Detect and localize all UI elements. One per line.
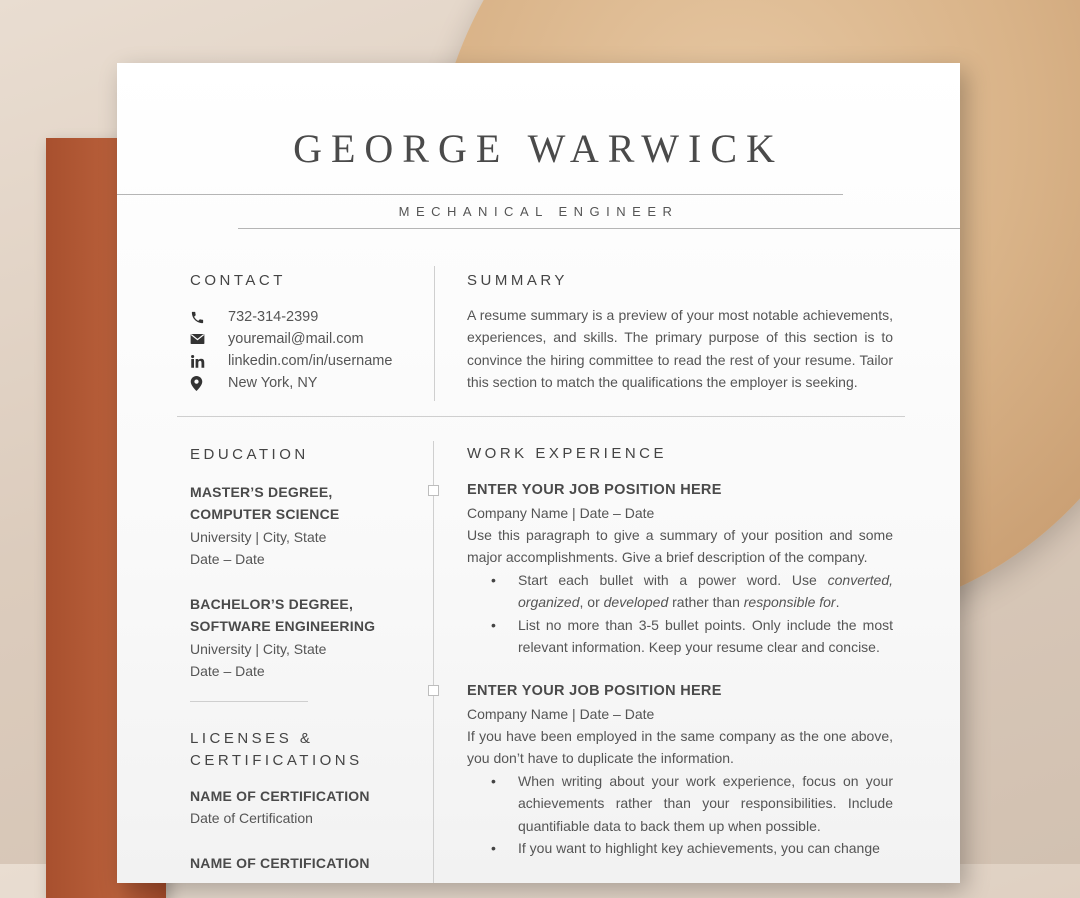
degree-field: SOFTWARE ENGINEERING <box>190 618 376 635</box>
timeline-line <box>433 441 434 883</box>
summary-heading: SUMMARY <box>467 272 568 289</box>
resume-name: GEORGE WARWICK <box>293 126 784 171</box>
contact-location <box>190 373 317 393</box>
timeline-marker <box>428 685 439 696</box>
job-bullet: • When writing about your work experience, focus on your achievements rather than your responsibilities. Include quantifiable data to back them up when possible. <box>467 770 893 837</box>
work-experience-heading: WORK EXPERIENCE <box>467 445 668 462</box>
linkedin-icon <box>190 354 228 369</box>
degree-title: MASTER’S DEGREE, <box>190 484 333 500</box>
licenses-heading <box>190 728 363 772</box>
job-company: Company Name | Date – Date <box>467 505 655 521</box>
contact-phone-text: 732-314-2399 <box>228 309 319 325</box>
certification-date: Date of Certification <box>190 810 313 827</box>
licenses-heading-line2: CERTIFICATIONS <box>190 752 363 769</box>
degree-dates: Date – Date <box>190 550 265 567</box>
contact-email <box>190 329 364 349</box>
degree-school: University | City, State <box>190 528 327 545</box>
contact-heading: CONTACT <box>190 272 286 289</box>
education-item <box>190 481 420 570</box>
job-bullet: • Start each bullet with a power word. Use converted, organized, or developed rather than responsible for. <box>467 569 893 614</box>
job-summary: If you have been employed in the same company as the one above, you don’t have to duplicate the information. <box>467 728 893 767</box>
contact-summary-divider <box>434 266 435 401</box>
certification-name: NAME OF CERTIFICATION <box>190 788 370 804</box>
contact-email-text: youremail@mail.com <box>228 331 364 347</box>
summary-text: A resume summary is a preview of your most notable achievements, experiences, and skills. The primary purpose of this section is to convince the hiring committee to read the rest of your resume. Tailor this section to match the qualifications the employer is seeking. <box>467 307 893 390</box>
job-bullets <box>467 770 893 859</box>
education-heading: EDUCATION <box>190 446 309 463</box>
education-divider <box>190 701 308 702</box>
contact-linkedin <box>190 351 392 371</box>
degree-dates: Date – Date <box>190 662 265 679</box>
contact-phone <box>190 307 318 327</box>
section-divider <box>177 416 905 417</box>
job-summary: Use this paragraph to give a summary of your position and some major accomplishments. Give a brief description of the company. <box>467 527 893 566</box>
header-rule-bottom <box>238 228 960 229</box>
job-bullet: • List no more than 3-5 bullet points. Only include the most relevant information. Keep your resume clear and concise. <box>467 614 893 659</box>
phone-icon <box>190 310 228 325</box>
certification-item <box>190 785 420 830</box>
certification-name: NAME OF CERTIFICATION <box>190 855 370 871</box>
resume-job-title: MECHANICAL ENGINEER <box>398 204 679 219</box>
job-bullet: • If you want to highlight key achievements, you can change <box>467 837 893 859</box>
education-item <box>190 593 420 682</box>
degree-title: BACHELOR’S DEGREE, <box>190 596 354 612</box>
contact-location-text: New York, NY <box>228 375 318 391</box>
degree-field: COMPUTER SCIENCE <box>190 506 340 523</box>
header-rule-top <box>117 194 843 195</box>
resume-page <box>117 63 960 883</box>
map-pin-icon <box>190 376 228 391</box>
job-title: ENTER YOUR JOB POSITION HERE <box>467 482 722 498</box>
job-title: ENTER YOUR JOB POSITION HERE <box>467 683 722 699</box>
licenses-heading-line1: LICENSES & <box>190 730 314 747</box>
envelope-icon <box>190 333 228 345</box>
degree-school: University | City, State <box>190 640 327 657</box>
timeline-marker <box>428 485 439 496</box>
job-bullets <box>467 569 893 658</box>
contact-linkedin-text: linkedin.com/in/username <box>228 353 393 369</box>
certification-item <box>190 852 420 874</box>
job-company: Company Name | Date – Date <box>467 706 655 722</box>
